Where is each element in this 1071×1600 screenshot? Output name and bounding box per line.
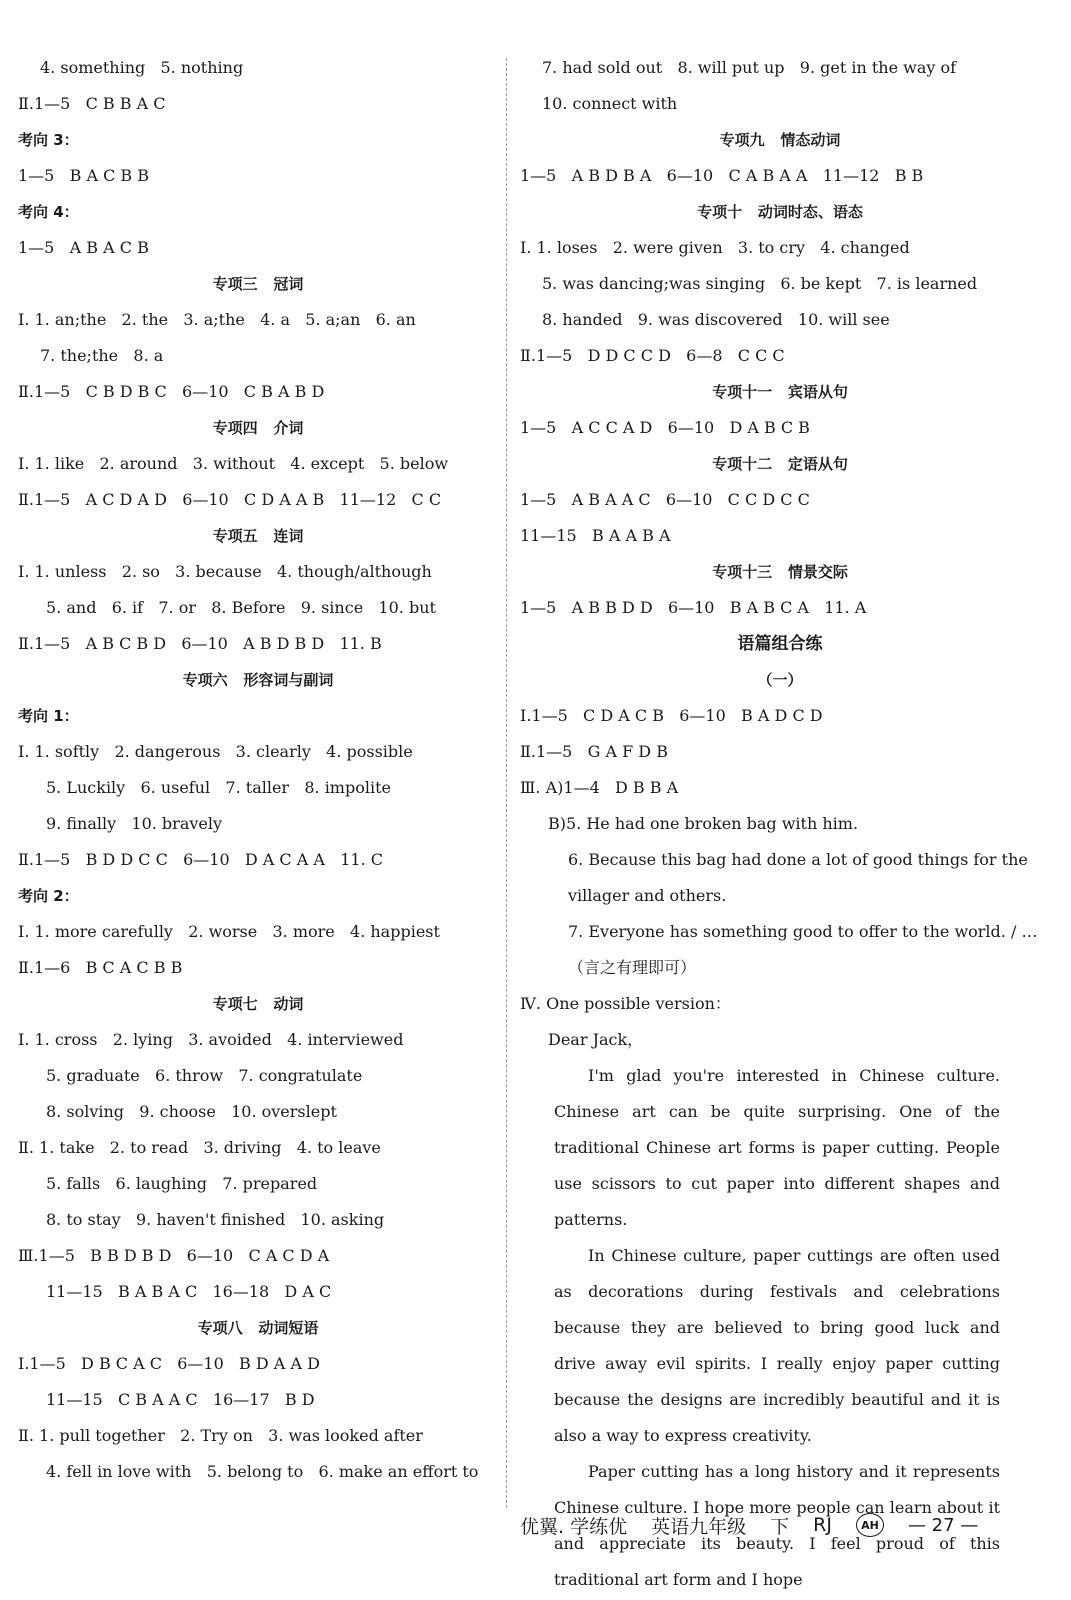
left-column-line: 5. and 6. if 7. or 8. Before 9. since 10. but: [46, 598, 436, 617]
left-column-line: 7. the;the 8. a: [40, 346, 164, 365]
right-column-line: villager and others.: [568, 886, 727, 905]
left-column-line: 专项三 冠词: [212, 275, 304, 293]
right-column-line: Dear Jack，: [548, 1030, 644, 1049]
left-column-line: 考向 3：: [18, 131, 79, 149]
left-column-line: 专项八 动词短语: [197, 1319, 319, 1337]
left-column-line: 9. finally 10. bravely: [46, 814, 223, 833]
right-column-line: （一）: [757, 671, 803, 689]
footer-term: 下: [770, 1515, 790, 1538]
footer-subject: 英语九年级: [651, 1515, 747, 1538]
left-column-line: 考向 2：: [18, 887, 79, 905]
page-footer: [520, 1505, 1040, 1545]
page-number: — 27 —: [907, 1514, 979, 1536]
left-column-line: 4. something 5. nothing: [40, 58, 244, 77]
left-column-line: 考向 4：: [18, 203, 79, 221]
left-column-line: 5. Luckily 6. useful 7. taller 8. impolite: [46, 778, 391, 797]
right-column: [520, 50, 1040, 1598]
right-column-line: Ⅱ.1—5 D D C C D 6—8 C C C: [520, 346, 785, 365]
right-column-line: （言之有理即可）: [568, 958, 697, 977]
right-column-line: B)5. He had one broken bag with him.: [548, 814, 859, 833]
left-column-line: Ⅰ. 1. like 2. around 3. without 4. except 5. below: [18, 454, 449, 473]
left-column-line: 考向 1：: [18, 707, 79, 725]
right-column-line: 7. had sold out 8. will put up 9. get in the way of: [542, 58, 957, 77]
column-divider: [506, 58, 507, 1508]
right-column-line: 5. was dancing;was singing 6. be kept 7. is learned: [542, 274, 978, 293]
right-column-line: 专项十二 定语从句: [712, 455, 848, 473]
left-column-line: 11—15 B A B A C 16—18 D A C: [46, 1282, 332, 1301]
right-column-line: Ⅳ. One possible version：: [520, 994, 731, 1013]
left-column-line: 4. fell in love with 5. belong to 6. make an effort to: [46, 1462, 479, 1481]
left-column-line: 专项五 连词: [212, 527, 304, 545]
right-column-line: Ⅰ.1—5 C D A C B 6—10 B A D C D: [520, 706, 823, 725]
right-column-line: Ⅲ. A)1—4 D B B A: [520, 778, 679, 797]
right-column-line: 专项十三 情景交际: [712, 563, 848, 581]
essay-paragraph-3: Paper cutting has a long history and it represents Chinese culture. I hope more people can learn about it and appreciate its beauty. I feel proud of this traditional art form and I hope: [554, 1462, 1000, 1589]
right-column-line: 1—5 A B D B A 6—10 C A B A A 11—12 B B: [520, 166, 924, 185]
right-column-line: Ⅱ.1—5 G A F D B: [520, 742, 668, 761]
right-column-line: 8. handed 9. was discovered 10. will see: [542, 310, 890, 329]
left-column-line: Ⅱ.1—6 B C A C B B: [18, 958, 183, 977]
left-column-line: 专项四 介词: [212, 419, 304, 437]
left-column-line: 专项六 形容词与副词: [182, 671, 334, 689]
left-column-line: Ⅱ.1—5 A B C B D 6—10 A B D B D 11. B: [18, 634, 382, 653]
left-column-line: 1—5 B A C B B: [18, 166, 150, 185]
right-column-line: Ⅰ. 1. loses 2. were given 3. to cry 4. changed: [520, 238, 910, 257]
left-column-line: Ⅱ.1—5 B D D C C 6—10 D A C A A 11. C: [18, 850, 383, 869]
right-column-line: 1—5 A B B D D 6—10 B A B C A 11. A: [520, 598, 867, 617]
region-badge: AH: [856, 1513, 884, 1537]
left-column-line: Ⅰ. 1. more carefully 2. worse 3. more 4. happiest: [18, 922, 440, 941]
right-column-line: 专项十一 宾语从句: [712, 383, 848, 401]
footer-edition: RJ: [813, 1514, 832, 1536]
left-column-line: Ⅱ.1—5 A C D A D 6—10 C D A A B 11—12 C C: [18, 490, 442, 509]
right-column-line: 11—15 B A A B A: [520, 526, 671, 545]
footer-brand: 优翼. 学练优: [520, 1515, 628, 1538]
right-column-line: 专项九 情态动词: [719, 131, 841, 149]
left-column-line: Ⅰ. 1. unless 2. so 3. because 4. though/although: [18, 562, 432, 581]
left-column-line: Ⅱ. 1. pull together 2. Try on 3. was looked after: [18, 1426, 423, 1445]
left-column-line: Ⅱ.1—5 C B D B C 6—10 C B A B D: [18, 382, 325, 401]
essay-paragraph-1: I'm glad you're interested in Chinese culture. Chinese art can be quite surprising. One of the traditional Chinese art forms is paper cutting. People use scissors to cut paper into different shapes and patterns.: [554, 1066, 1000, 1229]
left-column-line: 5. graduate 6. throw 7. congratulate: [46, 1066, 363, 1085]
left-column-line: 1—5 A B A C B: [18, 238, 149, 257]
left-column-line: 8. solving 9. choose 10. overslept: [46, 1102, 337, 1121]
left-column-line: Ⅰ. 1. softly 2. dangerous 3. clearly 4. possible: [18, 742, 413, 761]
essay-paragraph-2: In Chinese culture, paper cuttings are often used as decorations during festivals and celebrations because they are believed to bring good luck and drive away evil spirits. I really enjoy paper cutting because the designs are incredibly beautiful and it is also a way to express creativity.: [554, 1246, 1000, 1445]
right-column-line: 语篇组合练: [737, 634, 823, 654]
left-column-line: Ⅲ.1—5 B B D B D 6—10 C A C D A: [18, 1246, 330, 1265]
left-column: [18, 50, 498, 1490]
left-column-line: 5. falls 6. laughing 7. prepared: [46, 1174, 318, 1193]
right-column-line: 1—5 A C C A D 6—10 D A B C B: [520, 418, 810, 437]
right-column-line: 6. Because this bag had done a lot of good things for the: [568, 850, 1028, 869]
left-column-line: 11—15 C B A A C 16—17 B D: [46, 1390, 315, 1409]
right-column-line: 1—5 A B A A C 6—10 C C D C C: [520, 490, 810, 509]
left-column-line: Ⅰ. 1. cross 2. lying 3. avoided 4. interviewed: [18, 1030, 404, 1049]
right-column-line: 专项十 动词时态、语态: [697, 203, 863, 221]
left-column-line: 专项七 动词: [212, 995, 304, 1013]
left-column-line: 8. to stay 9. haven't finished 10. asking: [46, 1210, 385, 1229]
left-column-line: Ⅰ.1—5 D B C A C 6—10 B D A A D: [18, 1354, 320, 1373]
left-column-line: Ⅱ.1—5 C B B A C: [18, 94, 166, 113]
right-column-line: 7. Everyone has something good to offer to the world. / …: [568, 922, 1038, 941]
left-column-line: Ⅰ. 1. an;the 2. the 3. a;the 4. a 5. a;an 6. an: [18, 310, 416, 329]
left-column-line: Ⅱ. 1. take 2. to read 3. driving 4. to leave: [18, 1138, 381, 1157]
right-column-line: 10. connect with: [542, 94, 678, 113]
right-answer-lines: [520, 50, 1040, 1058]
